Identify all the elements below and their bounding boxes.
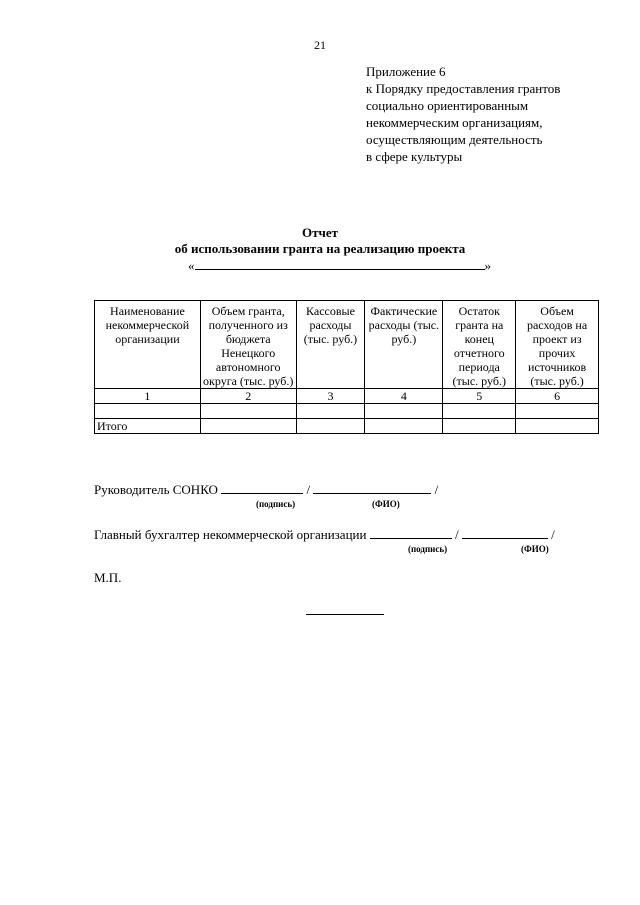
accountant-end: / (551, 527, 555, 542)
head-signature-caption: (подпись) (256, 499, 296, 509)
table-cell[interactable] (296, 404, 365, 419)
table-row (95, 404, 599, 419)
stamp-place: М.П. (94, 570, 122, 585)
table-cell[interactable] (200, 404, 296, 419)
table-cell[interactable] (365, 419, 443, 434)
column-number-row (95, 389, 599, 404)
head-name-blank (313, 482, 431, 494)
table-cell[interactable] (516, 404, 599, 419)
head-signature-line (94, 482, 438, 498)
column-number: 4 (365, 389, 443, 404)
accountant-signature-line (94, 527, 555, 543)
bottom-divider (306, 614, 384, 615)
table-cell[interactable] (516, 419, 599, 434)
column-number: 5 (443, 389, 516, 404)
total-row (95, 419, 599, 434)
table-header-row (95, 301, 599, 389)
total-label: Итого (95, 419, 201, 434)
table-cell[interactable] (443, 419, 516, 434)
accountant-name-caption: (ФИО) (521, 544, 549, 554)
appendix-note (366, 63, 560, 165)
appendix-line: Приложение 6 (366, 64, 446, 79)
table-cell[interactable] (365, 404, 443, 419)
accountant-signature-caption: (подпись) (408, 544, 448, 554)
accountant-name-blank (462, 527, 548, 539)
report-title (0, 225, 640, 257)
head-name-caption: (ФИО) (372, 499, 400, 509)
header-actual-expenses: Фактические расходы (тыс. руб.) (365, 301, 443, 389)
accountant-signature-blank (370, 527, 452, 539)
quote-close: » (484, 258, 491, 273)
column-number: 6 (516, 389, 599, 404)
head-signature-blank (221, 482, 303, 494)
page-number: 21 (314, 38, 326, 52)
appendix-line: некоммерческим организациям, (366, 115, 543, 130)
header-cash-expenses: Кассовые расходы (тыс. руб.) (296, 301, 365, 389)
column-number: 1 (95, 389, 201, 404)
title-line-2: об использовании гранта на реализацию проекта (174, 241, 466, 256)
appendix-line: в сфере культуры (366, 149, 463, 164)
appendix-line: социально ориентированным (366, 98, 529, 113)
project-name-blank (195, 258, 485, 270)
accountant-label: Главный бухгалтер некоммерческой организации (94, 527, 367, 542)
head-label: Руководитель СОНКО (94, 482, 218, 497)
head-end: / (434, 482, 439, 497)
header-grant-amount: Объем гранта, полученного из бюджета Ненецкого автономного округа (тыс. руб.) (200, 301, 296, 389)
quote-open: « (188, 258, 195, 273)
header-grant-balance: Остаток гранта на конец отчетного периода (тыс. руб.) (443, 301, 516, 389)
header-other-sources: Объем расходов на проект из прочих источников (тыс. руб.) (516, 301, 599, 389)
title-line-1: Отчет (302, 225, 338, 240)
table-cell[interactable] (296, 419, 365, 434)
column-number: 3 (296, 389, 365, 404)
report-table (94, 300, 599, 434)
column-number: 2 (200, 389, 296, 404)
appendix-line: к Порядку предоставления грантов (366, 81, 561, 96)
head-separator: / (306, 482, 311, 497)
accountant-separator: / (454, 527, 459, 542)
appendix-line: осуществляющим деятельность (366, 132, 543, 147)
table-cell[interactable] (200, 419, 296, 434)
table-cell[interactable] (95, 404, 201, 419)
project-name-field (188, 258, 491, 274)
header-org-name: Наименование некоммерческой организации (95, 301, 201, 389)
table-cell[interactable] (443, 404, 516, 419)
